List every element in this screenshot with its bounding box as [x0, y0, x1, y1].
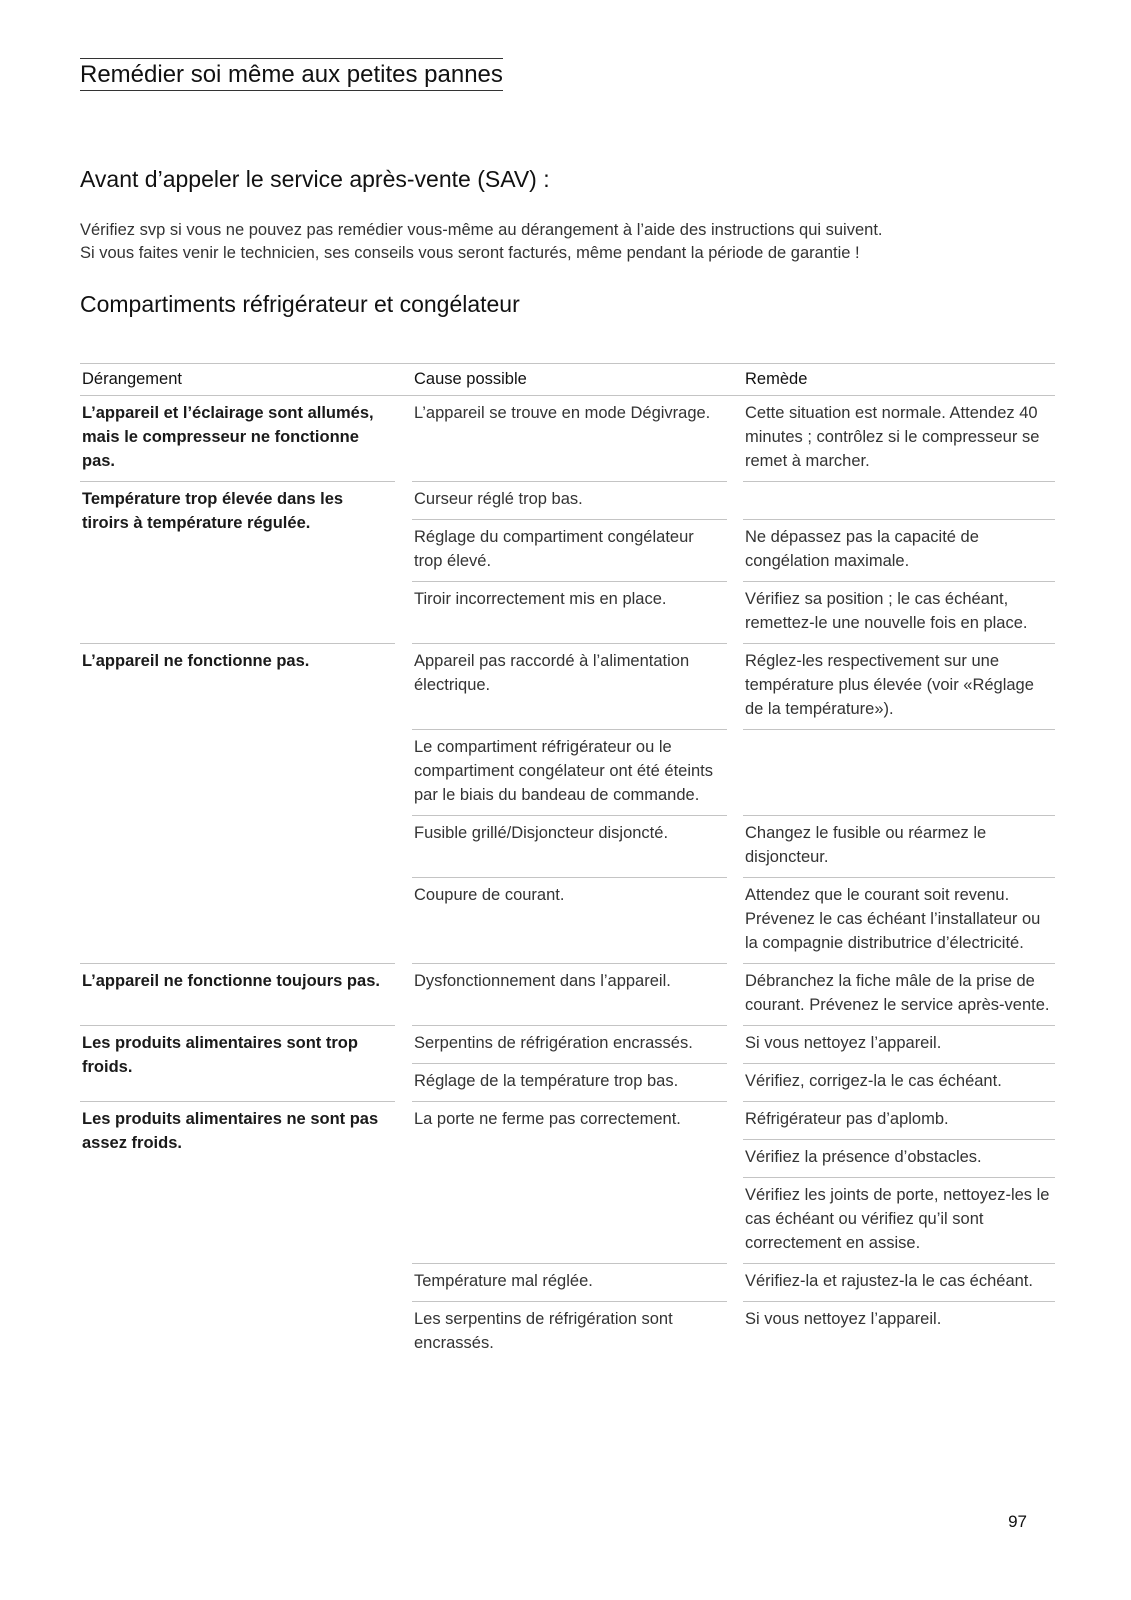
intro-line: Si vous faites venir le technicien, ses conseils vous seront facturés, même pendant la période de garantie !: [80, 244, 860, 262]
table-row: [80, 1025, 1055, 1063]
remedy-cell: Si vous nettoyez l’appareil.: [743, 1301, 1055, 1363]
problem-cell: Température trop élevée dans les tiroirs à température régulée.: [80, 481, 395, 643]
cause-cell: Curseur réglé trop bas.: [412, 481, 727, 519]
table-row: [80, 1101, 1055, 1139]
remedy-cell: Cette situation est normale. Attendez 40 minutes ; contrôlez si le compresseur se remet à marcher.: [745, 404, 1040, 470]
remedy-cell: Vérifiez sa position ; le cas échéant, remettez-le une nouvelle fois en place.: [743, 581, 1055, 643]
problem-cell: L’appareil ne fonctionne pas.: [80, 643, 395, 963]
problem-cell: Les produits alimentaires ne sont pas assez froids.: [80, 1101, 395, 1363]
troubleshooting-table: [80, 363, 1055, 1363]
remedy-cell: Débranchez la fiche mâle de la prise de courant. Prévenez le service après-vente.: [743, 963, 1055, 1025]
header-cause: Cause possible: [412, 363, 727, 396]
cause-cell: Appareil pas raccordé à l’alimentation électrique.: [412, 643, 727, 729]
table-row: [80, 643, 1055, 729]
table-row: [80, 963, 1055, 1025]
cause-cell: Réglage de la température trop bas.: [412, 1063, 727, 1101]
cause-cell: Fusible grillé/Disjoncteur disjoncté.: [412, 815, 727, 877]
table-header-row: [80, 363, 1055, 396]
remedy-cell: Changez le fusible ou réarmez le disjoncteur.: [743, 815, 1055, 877]
remedy-cell: [743, 481, 1055, 519]
remedy-cell: Ne dépassez pas la capacité de congélation maximale.: [743, 519, 1055, 581]
page-title: Remédier soi même aux petites pannes: [80, 58, 503, 91]
cause-cell: Serpentins de réfrigération encrassés.: [412, 1025, 727, 1063]
remedy-cell: Vérifiez la présence d’obstacles.: [743, 1139, 1055, 1177]
section-title: Avant d’appeler le service après-vente (SAV) :: [80, 166, 550, 192]
problem-cell: L’appareil ne fonctionne toujours pas.: [80, 963, 395, 1025]
header-problem: Dérangement: [80, 363, 395, 396]
page-number: 97: [1008, 1512, 1027, 1531]
cause-cell: Les serpentins de réfrigération sont encrassés.: [412, 1301, 727, 1363]
cause-cell: Tiroir incorrectement mis en place.: [412, 581, 727, 643]
remedy-cell: Attendez que le courant soit revenu. Prévenez le cas échéant l’installateur ou la compagnie distributrice d’électricité.: [743, 877, 1055, 963]
cause-cell: Dysfonctionnement dans l’appareil.: [412, 963, 727, 1025]
cause-cell: Réglage du compartiment congélateur trop élevé.: [412, 519, 727, 581]
problem-cell: Les produits alimentaires sont trop froids.: [80, 1025, 395, 1101]
table-row: [80, 396, 1055, 481]
remedy-cell: Vérifiez, corrigez-la le cas échéant.: [743, 1063, 1055, 1101]
remedy-cell: Réfrigérateur pas d’aplomb.: [743, 1101, 1055, 1139]
remedy-cell: Si vous nettoyez l’appareil.: [743, 1025, 1055, 1063]
cause-cell: Température mal réglée.: [412, 1263, 727, 1301]
cause-cell: La porte ne ferme pas correctement.: [412, 1101, 727, 1263]
header-remedy: Remède: [743, 363, 1055, 396]
intro-text: [80, 219, 1060, 265]
cause-cell: Coupure de courant.: [412, 877, 727, 963]
cause-cell: L’appareil se trouve en mode Dégivrage.: [414, 404, 711, 422]
remedy-cell: [743, 729, 1055, 815]
subsection-title: Compartiments réfrigérateur et congélateur: [80, 291, 520, 317]
cause-cell: Le compartiment réfrigérateur ou le compartiment congélateur ont été éteints par le biais du bandeau de commande.: [412, 729, 727, 815]
remedy-cell: Vérifiez-la et rajustez-la le cas échéant.: [743, 1263, 1055, 1301]
table-row: [80, 481, 1055, 519]
problem-cell: L’appareil et l’éclairage sont allumés, mais le compresseur ne fonctionne pas.: [82, 404, 374, 470]
remedy-cell: Vérifiez les joints de porte, nettoyez-les le cas échéant ou vérifiez qu’il sont correctement en assise.: [743, 1177, 1055, 1263]
remedy-cell: Réglez-les respectivement sur une température plus élevée (voir «Réglage de la température»).: [743, 643, 1055, 729]
intro-line: Vérifiez svp si vous ne pouvez pas remédier vous-même au dérangement à l’aide des instructions qui suivent.: [80, 221, 883, 239]
